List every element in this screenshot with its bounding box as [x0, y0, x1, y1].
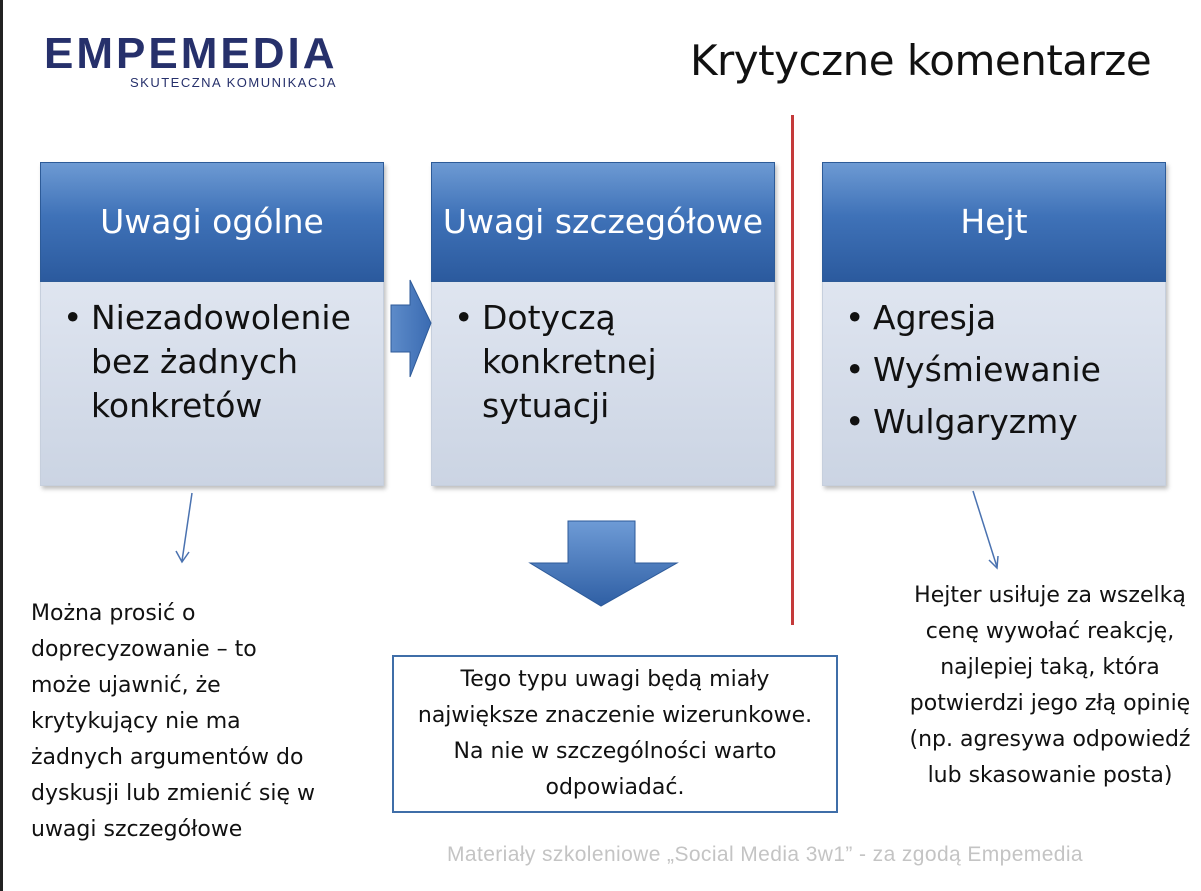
box-heading: Hejt — [822, 162, 1166, 282]
pointer-arrow-icon — [176, 493, 192, 562]
bullet-item: • Niezadowolenie bez żadnych konkretów — [61, 296, 373, 428]
bullet-item: • Dotyczą konkretnej sytuacji — [452, 296, 764, 428]
down-arrow-icon — [530, 521, 677, 606]
footer-credit: Materiały szkoleniowe „Social Media 3w1” - za zgodą Empemedia — [447, 843, 1084, 866]
note-general-remarks: Można prosić o doprecyzowanie – to może ujawnić, że krytykujący nie ma żadnych argumentów do dyskusji lub zmienić się w uwagi szczegółowe — [31, 601, 316, 842]
bullet-item: • Agresja — [843, 292, 1155, 344]
logo-wordmark: EMPEMEDIA — [44, 29, 338, 78]
pointer-arrow-icon — [973, 491, 998, 568]
box-heading: Uwagi szczegółowe — [431, 162, 775, 282]
bullet-item: • Wyśmiewanie — [843, 344, 1155, 396]
slide-title: Krytyczne komentarze — [690, 36, 1152, 85]
box-heading: Uwagi ogólne — [40, 162, 384, 282]
logo-tagline: SKUTECZNA KOMUNIKACJA — [130, 75, 338, 90]
bullet-item: • Wulgaryzmy — [843, 396, 1155, 448]
note-detailed-remarks-text: Tego typu uwagi będą miały największe znaczenie wizerunkowe. Na nie w szczególności warto odpowiadać. — [417, 667, 813, 800]
note-detailed-remarks-box — [392, 655, 838, 813]
note-hate: Hejter usiłuje za wszelką cenę wywołać reakcję, najlepiej taką, która potwierdzi jego złą opinię (np. agresywa odpowiedź lub skasowanie posta) — [909, 583, 1191, 788]
right-arrow-icon — [391, 280, 431, 377]
